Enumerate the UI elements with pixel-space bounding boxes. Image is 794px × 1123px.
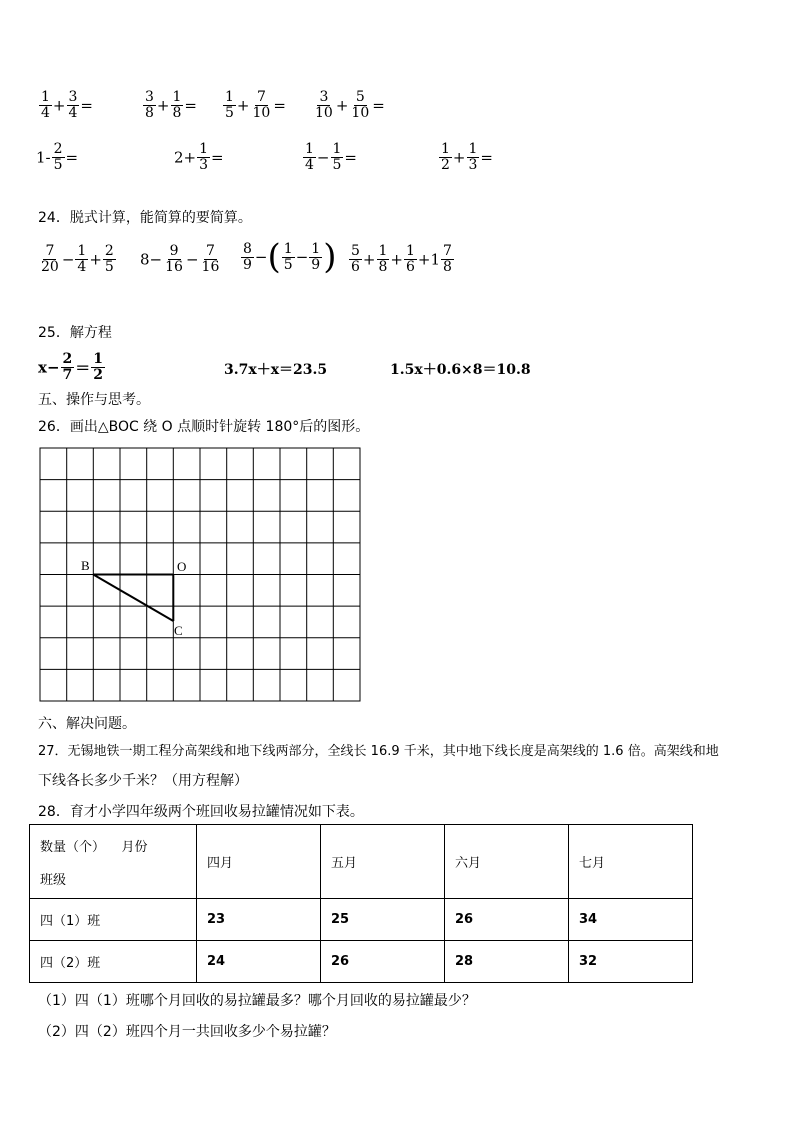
q24-expr-4: $\frac{5}{6}$ + $\frac{1}{8}$ + $\frac{1}{6}$ +1 $\frac{7}{8}$: [351, 243, 452, 275]
fraction: $\frac{1}{6}$: [406, 243, 415, 275]
q24-expr-2: 8− $\frac{9}{16}$ − $\frac{7}{16}$: [140, 243, 220, 275]
fraction: $\frac{1}{2}$: [93, 351, 104, 383]
fraction: $\frac{1}{3}$: [468, 141, 478, 173]
header-month: 五月: [321, 825, 445, 899]
row1-expr-3: $\frac{1}{5}$ + $\frac{7}{10}$ =: [225, 89, 286, 121]
value-cell: 34: [569, 899, 693, 941]
fraction: $\frac{5}{10}$: [351, 89, 370, 121]
q25-heading: 25．解方程: [38, 325, 112, 341]
section-5-heading: 五、操作与思考。: [38, 392, 150, 408]
class-cell: 四（2）班: [30, 941, 197, 983]
row2-expr-3: $\frac{1}{4}$ − $\frac{1}{5}$ =: [305, 141, 357, 173]
q24-expr-1: $\frac{7}{20}$ − $\frac{1}{4}$ + $\frac{2}{5}$: [41, 243, 114, 275]
value-cell: 26: [445, 899, 569, 941]
q28-sub-1: （1）四（1）班哪个月回收的易拉罐最多？哪个月回收的易拉罐最少？: [38, 993, 476, 1009]
recycling-table: [29, 824, 693, 983]
fraction: $\frac{8}{9}$: [243, 240, 252, 273]
fraction: $\frac{1}{9}$: [311, 240, 321, 273]
fraction: $\frac{2}{5}$: [104, 243, 114, 275]
fraction: $\frac{1}{8}$: [172, 89, 182, 121]
rotation-grid: [39, 447, 362, 703]
row1-expr-1: $\frac{1}{4}$ + $\frac{3}{4}$ =: [41, 89, 93, 121]
q25-eq-2: 3.7x＋x＝23.5: [224, 362, 328, 378]
fraction: $\frac{1}{4}$: [41, 89, 50, 121]
fraction: $\frac{7}{10}$: [252, 89, 271, 121]
fraction: $\frac{1}{5}$: [332, 141, 342, 173]
row2-expr-4: $\frac{1}{2}$ + $\frac{1}{3}$ =: [441, 141, 493, 173]
q24-heading: 24．脱式计算，能简算的要简算。: [38, 210, 252, 226]
grid-lines: [40, 448, 360, 701]
row2-expr-1: 1- $\frac{2}{5}$ =: [36, 141, 79, 173]
fraction: $\frac{1}{2}$: [441, 141, 450, 173]
value-cell: 23: [197, 899, 321, 941]
fraction: $\frac{5}{6}$: [351, 243, 360, 275]
header-month: 四月: [197, 825, 321, 899]
q25-eq-3: 1.5x＋0.6×8＝10.8: [390, 362, 531, 378]
q26-heading: 26．画出△BOC 绕 O 点顺时针旋转 180°后的图形。: [38, 419, 370, 435]
label-c: C: [174, 623, 183, 638]
q27-line-1: 27．无锡地铁一期工程分高架线和地下线两部分，全线长 16.9 千米，其中地下线长度是高架线的 1.6 倍。高架线和地: [38, 744, 719, 759]
value-cell: 32: [569, 941, 693, 983]
fraction: $\frac{1}{8}$: [378, 243, 388, 275]
fraction: $\frac{2}{5}$: [53, 141, 63, 173]
header-month: 七月: [569, 825, 693, 899]
section-6-heading: 六、解决问题。: [38, 716, 136, 732]
fraction: $\frac{1}{3}$: [199, 141, 209, 173]
fraction: $\frac{9}{16}$: [165, 243, 183, 275]
value-cell: 26: [321, 941, 445, 983]
label-o: O: [177, 559, 187, 574]
fraction: $\frac{1}{4}$: [77, 243, 87, 275]
fraction: $\frac{7}{16}$: [201, 243, 220, 275]
row1-expr-2: $\frac{3}{8}$ + $\frac{1}{8}$ =: [145, 89, 197, 121]
triangle-boc: [93, 575, 173, 622]
value-cell: 24: [197, 941, 321, 983]
q27-line-2: 下线各长多少千米？（用方程解）: [38, 773, 248, 789]
q25-eq-1: x− $\frac{2}{7}$ ＝ $\frac{1}{2}$: [38, 351, 104, 383]
fraction: $\frac{1}{4}$: [305, 141, 314, 173]
fraction: $\frac{3}{10}$: [315, 89, 333, 121]
value-cell: 25: [321, 899, 445, 941]
fraction: $\frac{3}{8}$: [145, 89, 154, 121]
row2-expr-2: 2+ $\frac{1}{3}$ =: [174, 141, 224, 173]
table-header-row: [30, 825, 693, 899]
q28-sub-2: （2）四（2）班四个月一共回收多少个易拉罐？: [38, 1024, 336, 1040]
header-diagonal-cell: 数量（个） 月份 班级: [30, 825, 197, 899]
fraction: $\frac{1}{5}$: [283, 240, 293, 273]
fraction: $\frac{2}{7}$: [62, 351, 73, 383]
class-cell: 四（1）班: [30, 899, 197, 941]
fraction: $\frac{7}{8}$: [443, 243, 452, 275]
header-month: 六月: [445, 825, 569, 899]
row1-expr-4: $\frac{3}{10}$ + $\frac{5}{10}$ =: [315, 89, 385, 121]
q24-expr-3: $\frac{8}{9}$ −( $\frac{1}{5}$ − $\frac{1}{9}$ ): [243, 237, 337, 277]
q28-heading: 28．育才小学四年级两个班回收易拉罐情况如下表。: [38, 804, 364, 820]
fraction: $\frac{7}{20}$: [41, 243, 59, 275]
value-cell: 28: [445, 941, 569, 983]
fraction: $\frac{3}{4}$: [68, 89, 78, 121]
label-b: B: [81, 558, 90, 573]
table-row: [30, 941, 693, 983]
fraction: $\frac{1}{5}$: [225, 89, 234, 121]
table-row: [30, 899, 693, 941]
